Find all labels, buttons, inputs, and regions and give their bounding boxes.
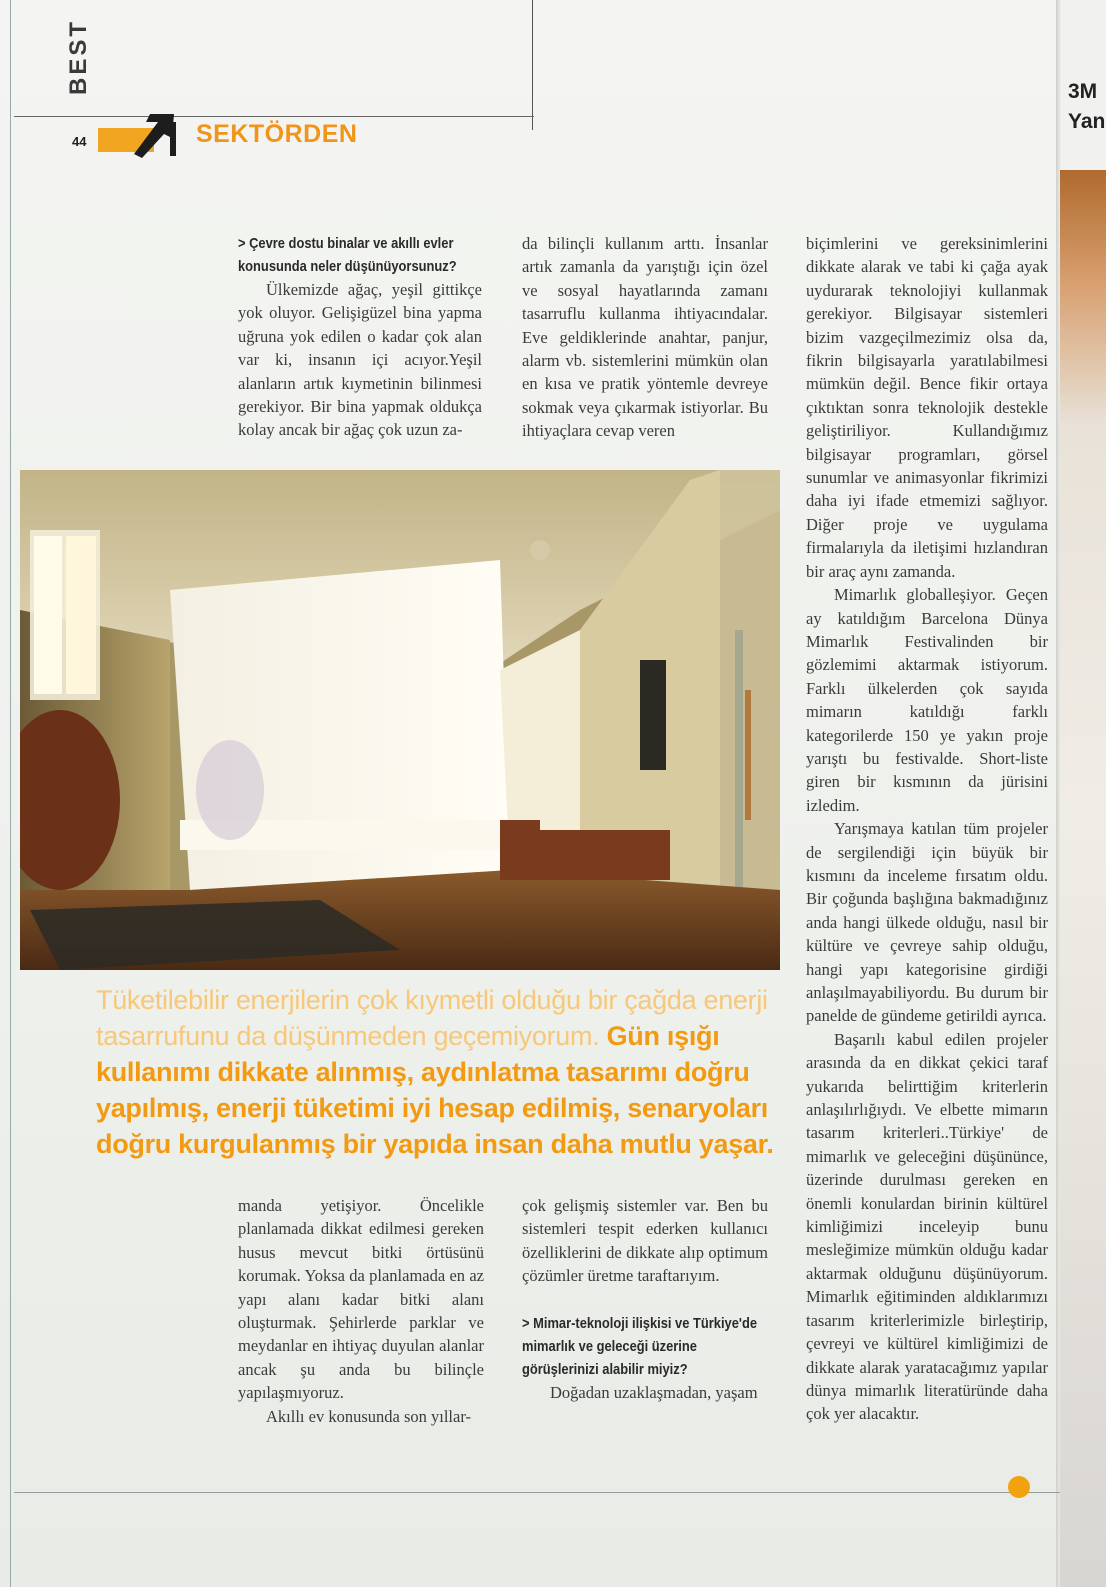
pull-quote-part-1: Tüketilebilir enerjilerin çok kıymetli olduğu bir çağda enerji tasarrufunu da düşünmeden geçemiyorum. (96, 985, 768, 1051)
section-title: SEKTÖRDEN (196, 120, 358, 148)
paragraph: çok gelişmiş sistemler var. Ben bu sistemleri tespit ederken kullanıcı özelliklerini de dikkate alıp optimum çözümler üretme taraftarıyım. (522, 1196, 768, 1286)
next-page-edge (1060, 170, 1106, 1587)
pull-quote-part-2: Gün ışığı kullanımı dikkate alınmış, aydınlatma tasarımı doğru yapılmış, enerji tüketimi iyi hesap edilmiş, senaryoları doğru kurgulanmış bir yapıda insan daha mutlu yaşar. (96, 1021, 774, 1159)
paragraph: Başarılı kabul edilen projeler arasında da en dikkat çekici taraf yukarıda belirttiğim kriterlerin anlaşılırlığıydı. Ve elbette mimarın tasarım kriterleri..Türkiye' de mimarlık ve geleceğini düşününce, üzerinde durulması gereken en önemli konulardan birinin kültürel kimliğimizi inceleyip bunu mesleğimize mümkün olduğu kadar aktarmak olduğunu düşünüyorum. Mimarlık eğitiminden aldıklarımızı tasarım kriterlerimizle birleştirip, çevreyi ve kültürel kimliğimizi de dikkate alarak yaratacağımız yapılar dünya mimarlık literatüründe daha çok yer alacaktır. (806, 1029, 1048, 1424)
next-page-edge-text: Yan (1068, 110, 1106, 133)
paragraph: Doğadan uzaklaşmadan, yaşam (550, 1382, 758, 1402)
article-column-1-top (238, 232, 482, 442)
paragraph: manda yetişiyor. Öncelikle planlamada dikkat edilmesi gereken husus mevcut bitki örtüsünü korumak. Yoksa da planlamada en az yapı alanı kadar bitki alanı oluşturmak. Şehirlerde parklar ve meydanlar en ihtiyaç duyulan alanlar ancak şu anda bu bilinçle yapılaşmıyoruz. (238, 1196, 484, 1403)
pull-quote (96, 982, 786, 1162)
article-column-2-bottom (522, 1194, 768, 1404)
article-column-2-top (522, 232, 768, 443)
footer-rule (14, 1492, 1060, 1493)
interior-photo-illustration (20, 470, 780, 970)
paragraph: Yarışmaya katılan tüm projeler de sergilendiği için büyük bir kısmını da inceleme fırsatım oldu. Bir çoğunda başlığına bakmadığınız anda hangi ülkede olduğu, nasıl bir kültüre ve çevreye sahip olduğu, hangi yapı kategorisine girdiği anlaşılmayabiliyordu. Bu durum bir panelde de gündeme getirildi ayrıca. (806, 819, 1048, 1026)
header-rule (14, 116, 534, 117)
binding-line (10, 0, 11, 1587)
interview-question: > Mimar-teknoloji ilişkisi ve Türkiye'de mimarlık ve geleceği üzerine görüşlerinizi alabilir miyiz? (522, 1314, 758, 1378)
interview-question: > Çevre dostu binalar ve akıllı evler konusunda neler düşünüyorsunuz? (238, 235, 457, 275)
paragraph: Mimarlık globalleşiyor. Geçen ay katıldığım Barcelona Dünya Mimarlık Festivalinden bir gözlemimi aktarmak istiyorum. Farklı ülkelerden çok sayıda mimarın katıldığı farklı kategorilerde 150 ye yakın proje yarıştı bu festivalde. Short-liste giren bir kısmının da jürisini izledim. (806, 585, 1048, 815)
header-divider (532, 0, 533, 130)
magazine-logo: BEST (65, 18, 93, 96)
end-marker-dot (1008, 1476, 1030, 1498)
paragraph: Ülkemizde ağaç, yeşil gittikçe yok oluyor. Gelişigüzel bina yapma uğruna yok edilen o kadar çok alan var ki, insanın içi acıyor.Yeşil alanların artık kıymetinin bilinmesi gerekiyor. Bir bina yapmak oldukça kolay ancak bir ağaç çok uzun za- (238, 280, 482, 440)
next-page-edge-text: 3M (1068, 80, 1098, 103)
paragraph: da bilinçli kullanım arttı. İnsanlar artık zamanla da yarıştığı için özel ve sosyal hayatlarında zamanı tasarruflu kullanma ihtiyacındalar. Eve geldiklerinde anahtar, panjur, alarm vb. sistemlerini mümkün olan en kısa ve pratik yöntemle devreye sokmak veya çıkarmak istiyorlar. Bu ihtiyaçlara cevap veren (522, 234, 768, 441)
paragraph: Akıllı ev konusunda son yıllar- (266, 1406, 471, 1426)
arrow-icon (128, 108, 182, 158)
page-number: 44 (72, 134, 87, 149)
article-column-3 (806, 232, 1048, 1426)
interior-photo (20, 470, 780, 970)
article-column-1-bottom (238, 1194, 484, 1428)
paragraph: biçimlerini ve gereksinimlerini dikkate alarak ve tabi ki çağa ayak uydurarak teknolojiyi kullanmak gerekiyor. Bilgisayar sistemleri bizim vazgeçilmezimiz olsa da, fikrin bilgisayarla yaratılabilmesi mümkün değil. Bence fikir ortaya çıktıktan sonra teknolojik destekle geliştiriliyor. Kullandığımız bilgisayar programları, görsel sunumlar ve animasyonlar fikrimizi daha iyi ifade etmemizi sağlıyor. Diğer proje ve uygulama firmalarıyla da iletişimi hızlandıran bir araç aynı zamanda. (806, 234, 1048, 581)
